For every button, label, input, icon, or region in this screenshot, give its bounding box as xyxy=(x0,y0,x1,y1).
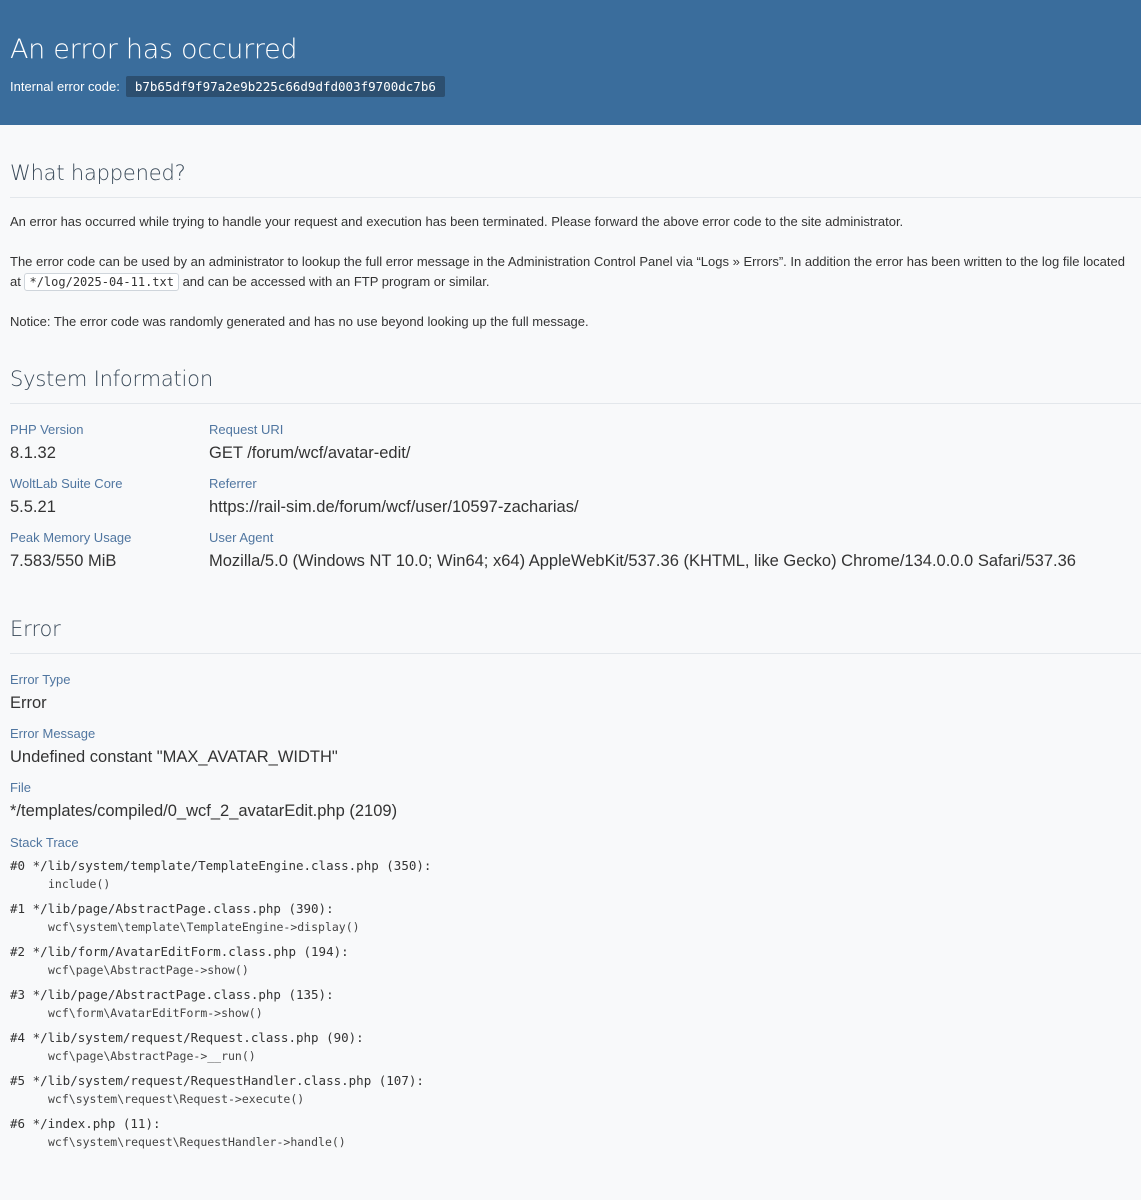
stack-frame-location: #0 */lib/system/template/TemplateEngine.class.php (350): xyxy=(10,858,432,873)
php-version-label: PHP Version xyxy=(10,422,84,437)
user-agent-value: Mozilla/5.0 (Windows NT 10.0; Win64; x64) AppleWebKit/537.36 (KHTML, like Gecko) Chrome/134.0.0.0 Safari/537.36 xyxy=(209,552,1076,570)
memory-value: 7.583/550 MiB xyxy=(10,552,117,570)
stack-frame xyxy=(10,986,1131,1022)
core-version-value: 5.5.21 xyxy=(10,498,56,516)
stack-frame-location: #3 */lib/page/AbstractPage.class.php (135): xyxy=(10,987,334,1002)
memory-field xyxy=(10,529,209,573)
stack-frame xyxy=(10,1115,1131,1151)
stack-trace-field xyxy=(10,834,1131,1151)
error-section xyxy=(0,615,1141,1151)
error-file-label: File xyxy=(10,780,31,795)
stack-frame xyxy=(10,1029,1131,1065)
stack-frame-call: wcf\system\request\Request->execute() xyxy=(48,1092,305,1106)
stack-frame-call: wcf\system\template\TemplateEngine->display() xyxy=(48,920,360,934)
stack-frame-call: include() xyxy=(48,877,111,891)
core-version-label: WoltLab Suite Core xyxy=(10,476,123,491)
stack-frame xyxy=(10,857,1131,893)
stack-frame xyxy=(10,943,1131,979)
error-message-value: Undefined constant "MAX_AVATAR_WIDTH" xyxy=(10,748,338,766)
stack-frame-location: #2 */lib/form/AvatarEditForm.class.php (194): xyxy=(10,944,349,959)
log-text-after: and can be accessed with an FTP program or similar. xyxy=(178,274,490,289)
request-uri-label: Request URI xyxy=(209,422,284,437)
stack-frame-location: #5 */lib/system/request/RequestHandler.class.php (107): xyxy=(10,1073,424,1088)
stack-frame-location: #1 */lib/page/AbstractPage.class.php (390): xyxy=(10,901,334,916)
system-info-section xyxy=(0,365,1141,573)
error-code-line xyxy=(10,76,1131,97)
stack-frame xyxy=(10,900,1131,936)
stack-frame-call: wcf\page\AbstractPage->__run() xyxy=(48,1049,256,1063)
what-happened-section xyxy=(0,159,1141,332)
referrer-label: Referrer xyxy=(209,476,257,491)
error-type-label: Error Type xyxy=(10,672,71,687)
php-version-value: 8.1.32 xyxy=(10,444,56,462)
error-code-label: Internal error code: xyxy=(10,79,120,94)
explanation-paragraph: An error has occurred while trying to handle your request and execution has been terminated. Please forward the above error code to the site administrator. xyxy=(10,214,904,229)
error-type-value: Error xyxy=(10,694,47,712)
core-version-field xyxy=(10,475,209,519)
stack-frame-call: wcf\system\request\RequestHandler->handle() xyxy=(48,1135,346,1149)
system-info-grid xyxy=(10,421,1131,573)
stack-trace-label: Stack Trace xyxy=(10,835,79,850)
log-paragraph xyxy=(10,252,1131,292)
memory-label: Peak Memory Usage xyxy=(10,530,132,545)
user-agent-field xyxy=(209,529,1131,573)
error-type-field xyxy=(10,671,1131,715)
error-code-badge[interactable]: b7b65df9f97a2e9b225c66d9dfd003f9700dc7b6 xyxy=(126,76,445,97)
request-uri-value: GET /forum/wcf/avatar-edit/ xyxy=(209,444,411,462)
stack-frame-location: #6 */index.php (11): xyxy=(10,1116,161,1131)
error-file-value: */templates/compiled/0_wcf_2_avatarEdit.php (2109) xyxy=(10,802,398,820)
what-happened-heading: What happened? xyxy=(10,159,1141,198)
referrer-value: https://rail-sim.de/forum/wcf/user/10597-zacharias/ xyxy=(209,498,579,516)
stack-trace-list xyxy=(10,857,1131,1151)
stack-frame-call: wcf\page\AbstractPage->show() xyxy=(48,963,249,977)
page-title: An error has occurred xyxy=(10,34,298,65)
error-heading: Error xyxy=(10,615,1141,654)
stack-frame xyxy=(10,1072,1131,1108)
log-text-before: The error code can be used by an administrator to lookup the full error message in the Administration Control Panel via “Logs » Errors”. In addition the error has been written to the log file located at xyxy=(10,254,1125,289)
stack-frame-location: #4 */lib/system/request/Request.class.php (90): xyxy=(10,1030,364,1045)
log-file-path[interactable]: */log/2025-04-11.txt xyxy=(24,273,179,291)
error-header xyxy=(0,0,1141,125)
notice-paragraph: Notice: The error code was randomly generated and has no use beyond looking up the full message. xyxy=(10,314,589,329)
system-info-heading: System Information xyxy=(10,365,1141,404)
error-message-label: Error Message xyxy=(10,726,96,741)
error-file-field xyxy=(10,779,1131,823)
error-message-field xyxy=(10,725,1131,769)
php-version-field xyxy=(10,421,209,465)
user-agent-label: User Agent xyxy=(209,530,274,545)
request-uri-field xyxy=(209,421,1131,465)
referrer-field xyxy=(209,475,1131,519)
stack-frame-call: wcf\form\AvatarEditForm->show() xyxy=(48,1006,263,1020)
